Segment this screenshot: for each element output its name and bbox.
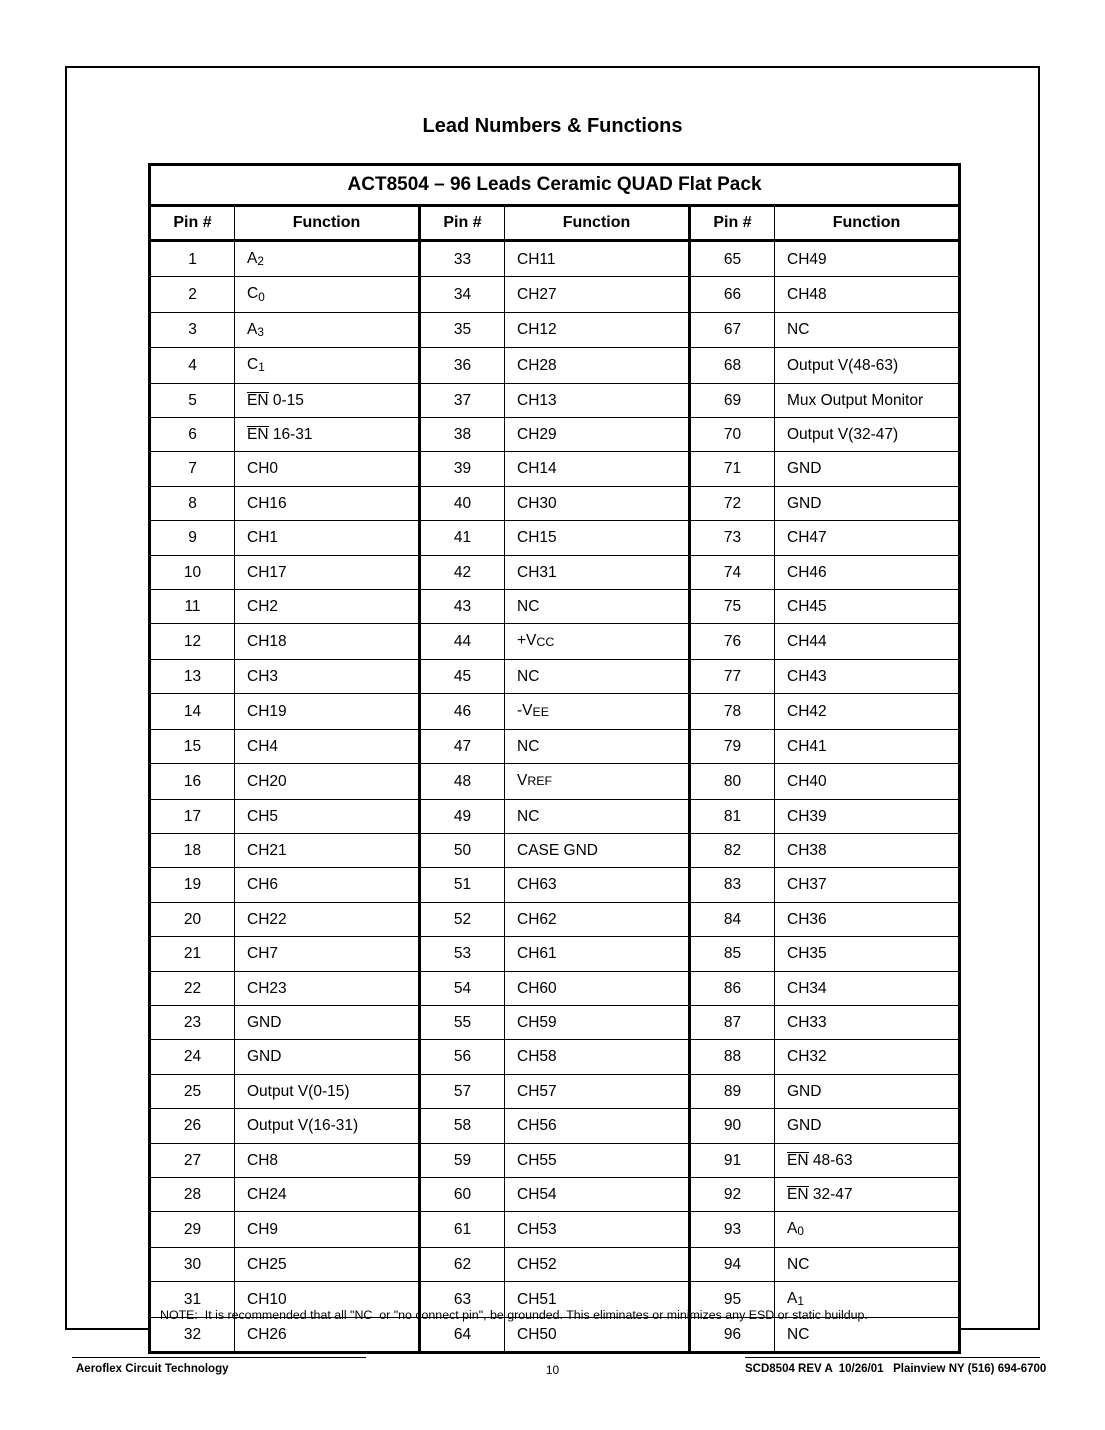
function-col2: CH53 — [505, 1212, 690, 1247]
column-header-pin-3: Pin # — [690, 206, 775, 241]
pin-number-col1: 25 — [150, 1074, 235, 1108]
table-header-row — [150, 206, 960, 241]
pin-number-col3: 82 — [690, 833, 775, 867]
table-row — [150, 1040, 960, 1074]
function-col2: CH60 — [505, 971, 690, 1005]
pin-number-col3: 72 — [690, 486, 775, 520]
pin-number-col1: 18 — [150, 833, 235, 867]
function-col3: CH45 — [775, 590, 960, 624]
pin-number-col2: 48 — [420, 764, 505, 799]
function-col3: GND — [775, 486, 960, 520]
pin-number-col3: 77 — [690, 659, 775, 693]
pin-number-col2: 36 — [420, 348, 505, 383]
pin-number-col1: 22 — [150, 971, 235, 1005]
function-col2: NC — [505, 659, 690, 693]
function-col3: CH47 — [775, 521, 960, 555]
pin-number-col2: 34 — [420, 277, 505, 312]
function-col1: CH8 — [235, 1143, 420, 1177]
pin-number-col2: 43 — [420, 590, 505, 624]
pin-number-col1: 10 — [150, 555, 235, 589]
function-col3: CH33 — [775, 1005, 960, 1039]
pin-number-col1: 16 — [150, 764, 235, 799]
pin-number-col3: 70 — [690, 418, 775, 452]
table-row — [150, 312, 960, 347]
function-col3: GND — [775, 452, 960, 486]
table-row — [150, 694, 960, 729]
function-col2: CH29 — [505, 418, 690, 452]
function-col3: CH44 — [775, 624, 960, 659]
function-col2: CH57 — [505, 1074, 690, 1108]
pin-number-col3: 65 — [690, 241, 775, 277]
pin-number-col1: 3 — [150, 312, 235, 347]
function-col1: CH4 — [235, 729, 420, 763]
function-col3: CH39 — [775, 799, 960, 833]
function-col3: EN 48-63 — [775, 1143, 960, 1177]
pin-number-col3: 90 — [690, 1109, 775, 1143]
pin-number-col2: 47 — [420, 729, 505, 763]
pin-number-col2: 42 — [420, 555, 505, 589]
function-col2: +VCC — [505, 624, 690, 659]
pin-number-col3: 74 — [690, 555, 775, 589]
function-col1: CH5 — [235, 799, 420, 833]
pin-number-col1: 14 — [150, 694, 235, 729]
pin-number-col3: 88 — [690, 1040, 775, 1074]
table-row — [150, 729, 960, 763]
function-col3: NC — [775, 1247, 960, 1281]
pin-number-col1: 30 — [150, 1247, 235, 1281]
function-col3: Mux Output Monitor — [775, 383, 960, 417]
table-title: ACT8504 – 96 Leads Ceramic QUAD Flat Pack — [150, 165, 960, 206]
pin-number-col1: 15 — [150, 729, 235, 763]
function-col1: CH7 — [235, 937, 420, 971]
function-col1: CH1 — [235, 521, 420, 555]
function-col2: NC — [505, 590, 690, 624]
function-col2: CH30 — [505, 486, 690, 520]
column-header-pin-2: Pin # — [420, 206, 505, 241]
function-col3: CH42 — [775, 694, 960, 729]
table-row — [150, 1109, 960, 1143]
function-col1: CH3 — [235, 659, 420, 693]
column-header-function-2: Function — [505, 206, 690, 241]
footer-document-id: SCD8504 REV A 10/26/01 Plainview NY (516) 694-6700 — [745, 1363, 1047, 1375]
pin-number-col2: 57 — [420, 1074, 505, 1108]
pin-number-col3: 93 — [690, 1212, 775, 1247]
table-row — [150, 452, 960, 486]
function-col2: CH56 — [505, 1109, 690, 1143]
pin-number-col2: 46 — [420, 694, 505, 729]
pin-number-col3: 71 — [690, 452, 775, 486]
function-col1: CH20 — [235, 764, 420, 799]
footer-company: Aeroflex Circuit Technology — [76, 1363, 229, 1375]
pin-number-col2: 53 — [420, 937, 505, 971]
table-row — [150, 555, 960, 589]
pin-number-col3: 73 — [690, 521, 775, 555]
table-title-row — [150, 165, 960, 206]
function-col1: CH6 — [235, 868, 420, 902]
pin-number-col2: 56 — [420, 1040, 505, 1074]
function-col2: CH59 — [505, 1005, 690, 1039]
function-col1: CH22 — [235, 902, 420, 936]
pin-number-col2: 45 — [420, 659, 505, 693]
pin-number-col2: 33 — [420, 241, 505, 277]
pin-number-col1: 8 — [150, 486, 235, 520]
pin-number-col1: 9 — [150, 521, 235, 555]
function-col1: CH23 — [235, 971, 420, 1005]
pin-number-col3: 78 — [690, 694, 775, 729]
function-col2: CH50 — [505, 1317, 690, 1352]
function-col3: CH35 — [775, 937, 960, 971]
function-col3: CH41 — [775, 729, 960, 763]
table-row — [150, 1005, 960, 1039]
pin-number-col2: 51 — [420, 868, 505, 902]
pin-number-col2: 63 — [420, 1282, 505, 1317]
pin-number-col3: 84 — [690, 902, 775, 936]
pin-number-col2: 44 — [420, 624, 505, 659]
function-col3: CH46 — [775, 555, 960, 589]
function-col1: GND — [235, 1040, 420, 1074]
pin-number-col3: 83 — [690, 868, 775, 902]
function-col3: $A_1$ — [775, 1282, 960, 1317]
pin-number-col3: 75 — [690, 590, 775, 624]
table-row — [150, 1177, 960, 1211]
function-col1: GND — [235, 1005, 420, 1039]
table-row — [150, 1212, 960, 1247]
pin-number-col3: 79 — [690, 729, 775, 763]
pin-number-col3: 94 — [690, 1247, 775, 1281]
pin-number-col2: 41 — [420, 521, 505, 555]
pin-number-col1: 24 — [150, 1040, 235, 1074]
function-col1: EN 16-31 — [235, 418, 420, 452]
function-col3: NC — [775, 312, 960, 347]
function-col3: CH49 — [775, 241, 960, 277]
pin-number-col1: 21 — [150, 937, 235, 971]
function-col3: CH32 — [775, 1040, 960, 1074]
pin-number-col1: 31 — [150, 1282, 235, 1317]
function-col1: $A_3$ — [235, 312, 420, 347]
pin-number-col1: 7 — [150, 452, 235, 486]
function-col2: CH55 — [505, 1143, 690, 1177]
function-col2: CH31 — [505, 555, 690, 589]
pin-number-col2: 54 — [420, 971, 505, 1005]
table-row — [150, 383, 960, 417]
footer-left-rule — [72, 1357, 366, 1358]
function-col3: CH34 — [775, 971, 960, 1005]
table-row — [150, 868, 960, 902]
function-col2: VREF — [505, 764, 690, 799]
function-col1: Output V(16-31) — [235, 1109, 420, 1143]
function-col2: CH63 — [505, 868, 690, 902]
footer-right-rule — [745, 1357, 1040, 1358]
table-row — [150, 418, 960, 452]
function-col1: CH25 — [235, 1247, 420, 1281]
pin-number-col1: 19 — [150, 868, 235, 902]
pin-number-col3: 67 — [690, 312, 775, 347]
function-col2: NC — [505, 729, 690, 763]
pin-number-col1: 32 — [150, 1317, 235, 1352]
function-col3: Output V(32-47) — [775, 418, 960, 452]
pin-number-col3: 69 — [690, 383, 775, 417]
pin-number-col1: 4 — [150, 348, 235, 383]
function-col2: CH51 — [505, 1282, 690, 1317]
function-col1: $A_2$ — [235, 241, 420, 277]
pin-number-col2: 38 — [420, 418, 505, 452]
pin-number-col3: 91 — [690, 1143, 775, 1177]
table-row — [150, 971, 960, 1005]
function-col3: CH43 — [775, 659, 960, 693]
pin-number-col3: 87 — [690, 1005, 775, 1039]
function-col1: CH0 — [235, 452, 420, 486]
function-col1: Output V(0-15) — [235, 1074, 420, 1108]
pin-number-col2: 35 — [420, 312, 505, 347]
function-col3: NC — [775, 1317, 960, 1352]
function-col2: CH27 — [505, 277, 690, 312]
pin-number-col3: 85 — [690, 937, 775, 971]
page-title: Lead Numbers & Functions — [422, 115, 683, 137]
table-row — [150, 937, 960, 971]
function-col1: EN 0-15 — [235, 383, 420, 417]
table-row — [150, 277, 960, 312]
pin-number-col3: 96 — [690, 1317, 775, 1352]
pin-number-col2: 52 — [420, 902, 505, 936]
function-col2: CH54 — [505, 1177, 690, 1211]
function-col3: CH36 — [775, 902, 960, 936]
pin-number-col1: 5 — [150, 383, 235, 417]
function-col3: $A_0$ — [775, 1212, 960, 1247]
pin-number-col3: 89 — [690, 1074, 775, 1108]
pin-number-col2: 58 — [420, 1109, 505, 1143]
pin-number-col3: 95 — [690, 1282, 775, 1317]
function-col1: CH16 — [235, 486, 420, 520]
pin-number-col2: 55 — [420, 1005, 505, 1039]
pin-number-col3: 76 — [690, 624, 775, 659]
pin-number-col2: 49 — [420, 799, 505, 833]
pin-number-col2: 61 — [420, 1212, 505, 1247]
function-col3: Output V(48-63) — [775, 348, 960, 383]
pin-number-col2: 37 — [420, 383, 505, 417]
table-body — [150, 241, 960, 1353]
pin-number-col3: 66 — [690, 277, 775, 312]
function-col3: CH37 — [775, 868, 960, 902]
footer-page-number: 10 — [545, 1363, 560, 1377]
function-col1: CH18 — [235, 624, 420, 659]
table-row — [150, 348, 960, 383]
pin-number-col1: 11 — [150, 590, 235, 624]
function-col3: EN 32-47 — [775, 1177, 960, 1211]
function-col1: CH19 — [235, 694, 420, 729]
pin-number-col2: 62 — [420, 1247, 505, 1281]
pin-number-col3: 92 — [690, 1177, 775, 1211]
pin-number-col2: 60 — [420, 1177, 505, 1211]
function-col1: CH26 — [235, 1317, 420, 1352]
pin-number-col1: 13 — [150, 659, 235, 693]
function-col1: $C_0$ — [235, 277, 420, 312]
table-row — [150, 486, 960, 520]
pin-number-col1: 26 — [150, 1109, 235, 1143]
function-col1: CH9 — [235, 1212, 420, 1247]
function-col1: CH17 — [235, 555, 420, 589]
pin-number-col3: 81 — [690, 799, 775, 833]
function-col2: CH13 — [505, 383, 690, 417]
function-col3: CH48 — [775, 277, 960, 312]
table-row — [150, 241, 960, 277]
function-col2: NC — [505, 799, 690, 833]
table-row — [150, 833, 960, 867]
column-header-function-3: Function — [775, 206, 960, 241]
pin-number-col1: 23 — [150, 1005, 235, 1039]
function-col2: CH28 — [505, 348, 690, 383]
column-header-function-1: Function — [235, 206, 420, 241]
pin-number-col2: 39 — [420, 452, 505, 486]
function-col2: CH15 — [505, 521, 690, 555]
table-row — [150, 1317, 960, 1352]
table-row — [150, 1247, 960, 1281]
function-col2: CH62 — [505, 902, 690, 936]
pin-number-col2: 59 — [420, 1143, 505, 1177]
function-col2: CASE GND — [505, 833, 690, 867]
function-col3: GND — [775, 1109, 960, 1143]
table-row — [150, 521, 960, 555]
table-row — [150, 764, 960, 799]
table-row — [150, 659, 960, 693]
pin-number-col2: 40 — [420, 486, 505, 520]
table-row — [150, 799, 960, 833]
function-col2: CH11 — [505, 241, 690, 277]
pin-number-col2: 64 — [420, 1317, 505, 1352]
table-row — [150, 1074, 960, 1108]
function-col1: CH10 — [235, 1282, 420, 1317]
pin-number-col3: 68 — [690, 348, 775, 383]
pin-number-col2: 50 — [420, 833, 505, 867]
function-col2: CH58 — [505, 1040, 690, 1074]
function-col1: CH24 — [235, 1177, 420, 1211]
function-col3: CH38 — [775, 833, 960, 867]
table-row — [150, 624, 960, 659]
function-col2: -VEE — [505, 694, 690, 729]
pin-number-col1: 2 — [150, 277, 235, 312]
pin-number-col1: 28 — [150, 1177, 235, 1211]
function-col2: CH14 — [505, 452, 690, 486]
pin-number-col1: 29 — [150, 1212, 235, 1247]
function-col2: CH52 — [505, 1247, 690, 1281]
pin-number-col3: 86 — [690, 971, 775, 1005]
function-col1: $C_1$ — [235, 348, 420, 383]
pin-number-col1: 20 — [150, 902, 235, 936]
table-row — [150, 1143, 960, 1177]
lead-numbers-table — [148, 163, 961, 1354]
pin-number-col3: 80 — [690, 764, 775, 799]
function-col2: CH12 — [505, 312, 690, 347]
table-row — [150, 902, 960, 936]
pin-number-col1: 1 — [150, 241, 235, 277]
function-col1: CH21 — [235, 833, 420, 867]
pin-number-col1: 6 — [150, 418, 235, 452]
pin-number-col1: 27 — [150, 1143, 235, 1177]
table-note: NOTE: It is recommended that all "NC or "no connect pin", be grounded. This eliminates or minimizes any ESD or static buildup. — [160, 1308, 868, 1322]
pin-number-col1: 17 — [150, 799, 235, 833]
function-col3: GND — [775, 1074, 960, 1108]
function-col3: CH40 — [775, 764, 960, 799]
table-row — [150, 590, 960, 624]
function-col1: CH2 — [235, 590, 420, 624]
column-header-pin-1: Pin # — [150, 206, 235, 241]
pin-number-col1: 12 — [150, 624, 235, 659]
function-col2: CH61 — [505, 937, 690, 971]
